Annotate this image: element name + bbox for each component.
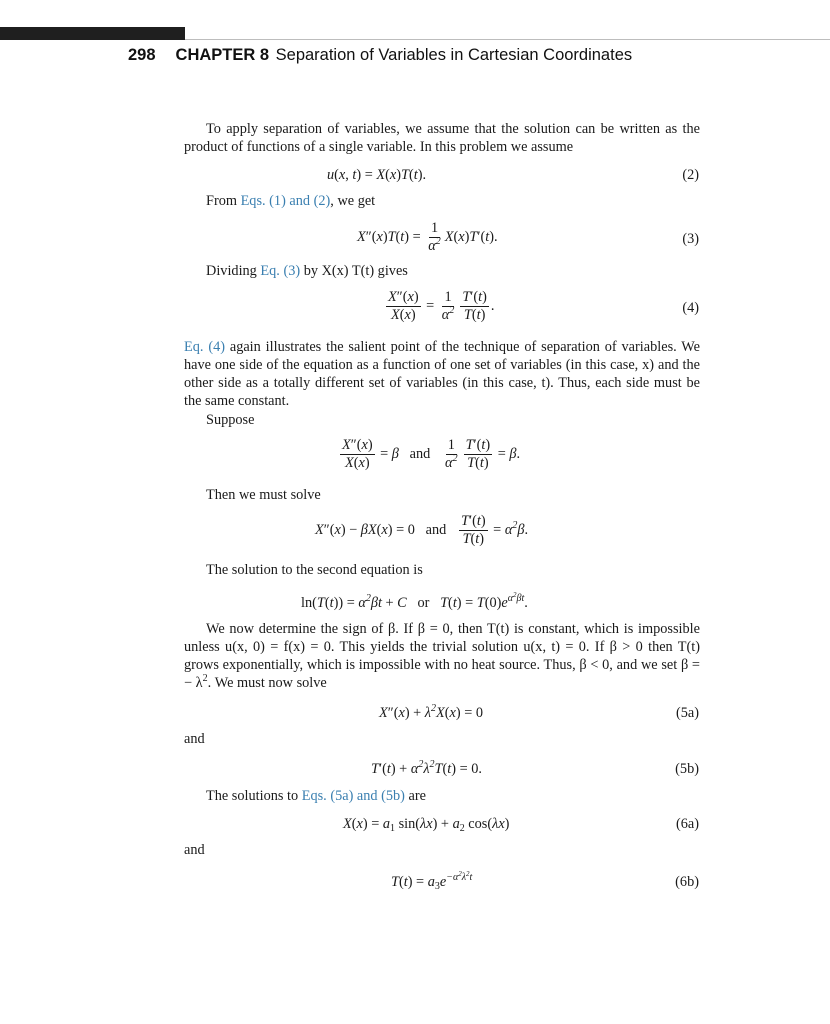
word-and-2: and — [425, 521, 447, 538]
link-eqs-1-2[interactable]: Eqs. (1) and (2) — [240, 193, 331, 209]
equation-5b: $T'(t) + \alpha^2\lambda^2T(t) = 0$. — [371, 759, 482, 777]
text-sign-of-beta: We now determine the sign of β. If β = 0, then T(t) is constant, which is impossible unless u(x, 0) = f(x) = 0. This yields the trivial solution u(x, t) = 0. If β > 0 then T(t) grows exponentially, which is impossible with no heat source. Thus, β < 0, and we set β = − λ — [184, 621, 700, 691]
link-eq-4[interactable]: Eq. (4) — [184, 339, 225, 355]
header-rule — [185, 39, 830, 40]
equation-then-solve: X″(x) − βX(x) = 0 and $\frac{T'(t)}{T(t)}$ = $\alpha^2\beta$. — [315, 513, 529, 547]
text-must-solve: . We must now solve — [207, 675, 327, 691]
text-dividing: Dividing — [206, 263, 257, 279]
equation-number-3: (3) — [682, 231, 699, 247]
word-and-1: and — [409, 445, 431, 462]
equation-5a: $X''(x) + \lambda^2X(x) = 0$ — [379, 703, 483, 721]
text-solutions-to: The solutions to — [206, 788, 299, 804]
paragraph-dividing — [206, 262, 408, 280]
equation-3: X″(x)T(t) = $\frac{1}{\alpha^2}$ X(x)T′(t). — [357, 220, 498, 254]
superscript-two: 2 — [202, 673, 208, 684]
paragraph-and-2: and — [184, 842, 205, 858]
text-we-get: , we get — [330, 193, 376, 209]
equation-4: $\frac{X''(x)}{X(x)}$ = $\frac{1}{\alpha^2}$ $\frac{T'(t)}{T(t)}$ . — [388, 289, 495, 323]
chapter-label: CHAPTER 8 — [175, 46, 270, 64]
equation-6a: $X(x) = a_1$ $\sin(\lambda x) + a_2$ cos(λx) — [343, 816, 510, 834]
paragraph-suppose: Suppose — [206, 412, 255, 428]
header-bar — [0, 27, 185, 40]
chapter-title: Separation of Variables in Cartesian Coordinates — [275, 46, 633, 64]
equation-number-2: (2) — [682, 167, 699, 183]
link-eqs-5a-5b[interactable]: Eqs. (5a) and (5b) — [301, 788, 405, 804]
paragraph-second-solution: The solution to the second equation is — [206, 562, 423, 578]
page-number: 298 — [128, 46, 156, 64]
text-eq4-explanation: again illustrates the salient point of the technique of separation of variables. We have one side of the equation as a function of one set of variables (in this case, x) and the other side as a totally different set of variables (in this case, t). Thus, each side must be the same constant. — [184, 339, 700, 409]
equation-number-4: (4) — [682, 300, 699, 316]
paragraph-sign-of-beta — [184, 620, 700, 692]
paragraph-eq4-explanation — [184, 338, 700, 410]
running-header — [128, 46, 632, 65]
equation-6b: $T(t) = a_3e^{-\alpha^2\lambda^2t}$ — [391, 870, 473, 892]
text-from: From — [206, 193, 237, 209]
paragraph-intro: To apply separation of variables, we assume that the solution can be written as the product of functions of a single variable. In this problem we assume — [184, 121, 700, 155]
paragraph-solutions-to — [206, 787, 426, 805]
text-are: are — [408, 788, 426, 804]
equation-suppose: $\frac{X''(x)}{X(x)}$ = β and $\frac{1}{\alpha^2}$ $\frac{T'(t)}{T(t)}$ = β. — [342, 437, 521, 471]
equation-log-solution: $\ln(T(t)) = \alpha^2\beta t + C$ or $T(t) = T(0)e^{\alpha^2\beta t}$. — [301, 591, 528, 611]
link-eq-3[interactable]: Eq. (3) — [260, 263, 301, 279]
equation-number-6a: (6a) — [675, 816, 699, 832]
paragraph-then-solve: Then we must solve — [206, 487, 321, 503]
paragraph-from-eqs — [206, 192, 375, 210]
equation-2: u(x, t) = X(x)T(t). — [327, 167, 427, 183]
paragraph-and-1: and — [184, 731, 205, 747]
word-or: or — [417, 595, 430, 611]
equation-number-5b: (5b) — [675, 761, 699, 777]
equation-number-5a: (5a) — [675, 705, 699, 721]
equation-number-6b: (6b) — [675, 874, 699, 890]
text-by-gives: by X(x) T(t) gives — [303, 263, 408, 279]
